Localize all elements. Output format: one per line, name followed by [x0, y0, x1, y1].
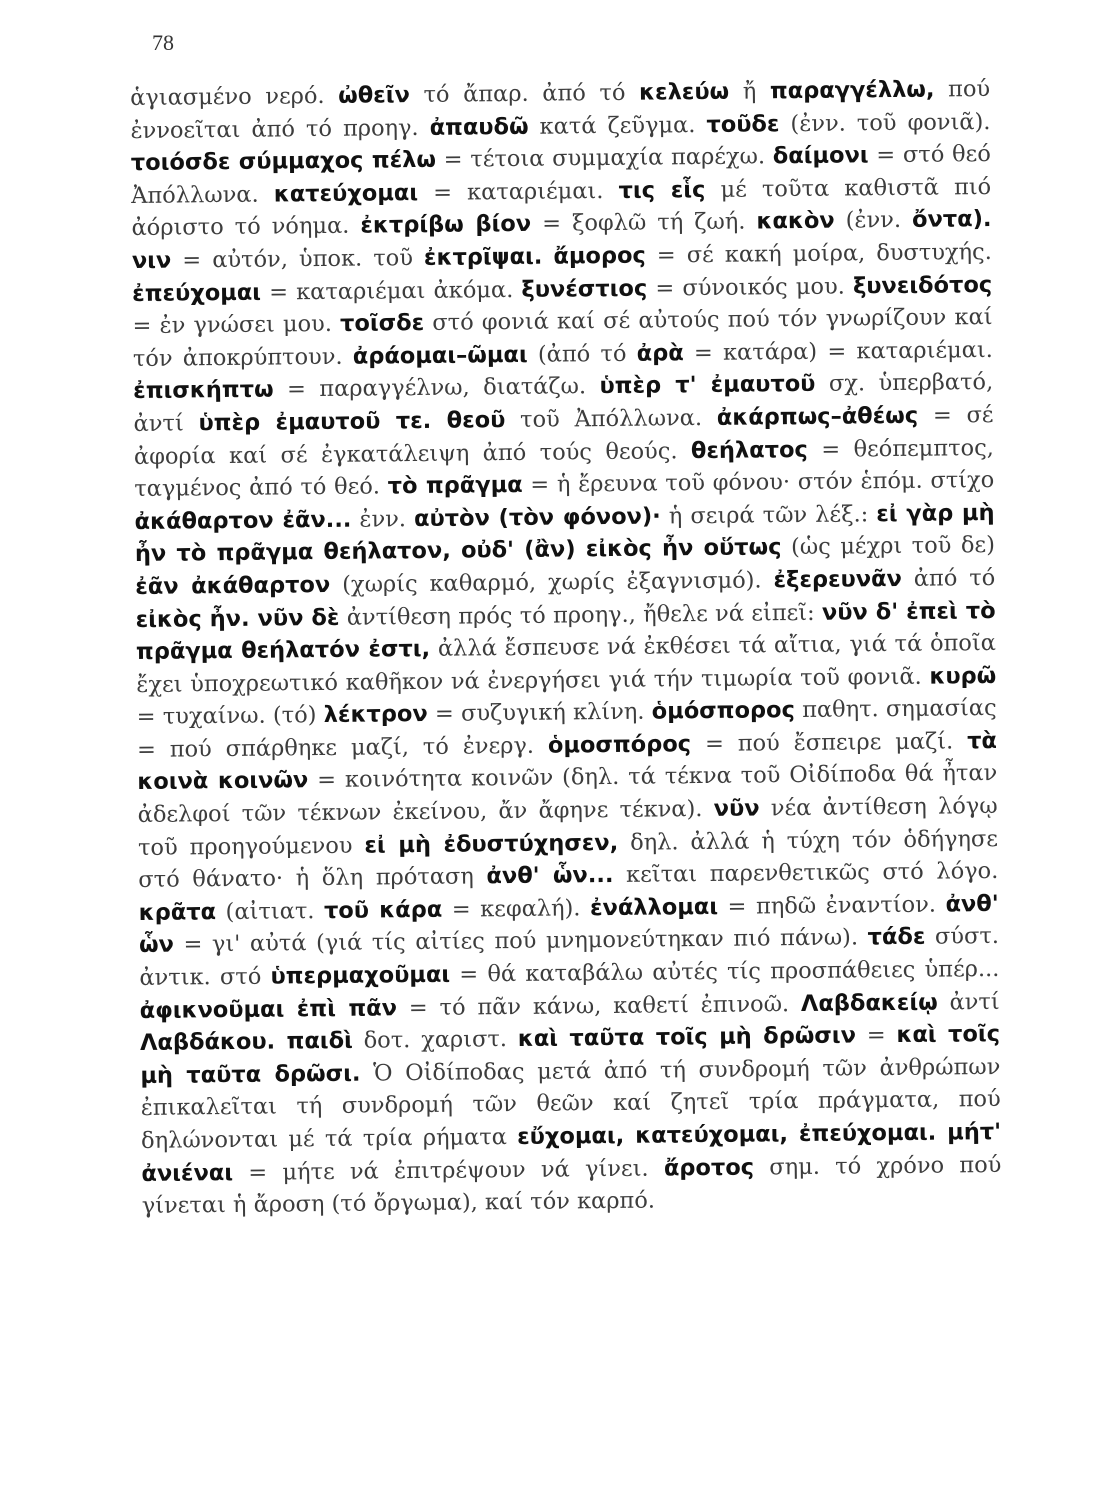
- lemma-term: νιν: [131, 247, 172, 274]
- gloss-text: δηλ. ἀλλά ἡ τύχη τόν ὁδήγησε στό θάνατο· ἡ ὅλη πρόταση: [138, 825, 999, 894]
- lemma-term: ὑπερμαχοῦμαι: [270, 961, 451, 990]
- gloss-text: παθητ. σημασίας = πού σπάρθηκε μαζί, τό ἐνεργ.: [136, 695, 997, 763]
- gloss-text: = σύνοικός μου.: [647, 273, 854, 302]
- gloss-text: κατά ζεῦγμα.: [528, 111, 707, 140]
- lemma-term: καὶ ταῦτα τοῖς μὴ δρῶσιν: [517, 1022, 857, 1053]
- lemma-term: ξυνειδότος: [852, 271, 993, 300]
- lemma-term: εἰκὸς ἦν. νῦν δὲ: [135, 604, 340, 633]
- lemma-term: κελεύω: [638, 78, 730, 106]
- gloss-text: ἀντί: [937, 988, 1000, 1016]
- gloss-text: = πηδῶ ἐναντίον.: [717, 891, 946, 920]
- lemma-term: τοῦ κάρα: [323, 896, 443, 924]
- gloss-text: μέ τοῦτα καθιστᾶ πιό ἀόριστο τό νόημα.: [131, 173, 992, 242]
- lemma-term: ὄντα).: [911, 206, 992, 234]
- gloss-text: = σέ κακή μοίρα, δυστυχής.: [645, 238, 992, 269]
- lemma-term: τοῖσδε: [339, 310, 425, 337]
- gloss-text: =: [855, 1022, 897, 1049]
- gloss-text: = πού ἔσπειρε μαζί.: [690, 728, 968, 758]
- lemma-term: ἐκτρίβω βίον: [360, 211, 532, 239]
- lemma-term: ἐνάλλομαι: [589, 893, 719, 922]
- lemma-term: νῦν δ' ἐπεὶ τὸ πρᾶγμα θεήλατόν ἐστι,: [135, 597, 996, 666]
- lemma-term: τοῦδε: [706, 110, 780, 138]
- gloss-text: ἁγιασμένο νερό.: [130, 82, 339, 111]
- lemma-term: ὑπὲρ τ' ἐμαυτοῦ: [599, 371, 816, 400]
- gloss-text: = γι' αὐτά (γιά τίς αἰτίες πού μνημονεύτηκαν πιό πάνω).: [173, 924, 868, 959]
- gloss-text: = καταριέμαι ἀκόμα.: [260, 276, 522, 306]
- gloss-text: = θεόπεμπτος, ταγμένος ἀπό τό θεό.: [134, 434, 995, 503]
- lemma-term: ἄροτος: [663, 1154, 755, 1182]
- gloss-text: ἡ σειρά τῶν λέξ.:: [660, 500, 877, 530]
- lemma-term: ἀνθ' ὧν: [138, 890, 999, 959]
- lemma-term: ἀκάθαρτον ἐᾶν...: [134, 506, 352, 535]
- lemma-term: ὑπὲρ ἐμαυτοῦ τε. θεοῦ: [198, 407, 506, 437]
- lemma-term: νῦν: [713, 795, 760, 822]
- lemma-term: κρᾶτα: [138, 898, 217, 926]
- lemma-term: κακὸν: [756, 208, 835, 235]
- gloss-text: = μήτε νά ἐπιτρέψουν νά γίνει.: [232, 1155, 665, 1186]
- lemma-term: κυρῶ: [929, 662, 997, 690]
- gloss-text: = παραγγέλνω, διατάζω.: [273, 373, 600, 403]
- lemma-term: λέκτρον: [323, 701, 428, 729]
- lemma-term: αὐτὸν (τὸν φόνον)·: [413, 503, 661, 532]
- lemma-term: ἐᾶν ἀκάθαρτον: [135, 571, 331, 600]
- lemma-term: τοιόσδε σύμμαχος πέλω: [130, 146, 437, 177]
- lemma-term: ἄμορος: [553, 242, 646, 270]
- gloss-text: [542, 244, 553, 270]
- lemma-term: ὁμοσπόρος: [547, 731, 692, 759]
- gloss-text: ἐνν.: [351, 505, 415, 533]
- lemma-term: δαίμονι: [772, 142, 869, 170]
- gloss-text: = κατάρα) = καταριέμαι.: [683, 336, 993, 366]
- gloss-text: τοῦ Ἀπόλλωνα.: [505, 404, 717, 434]
- gloss-text: = κεφαλή).: [442, 895, 591, 923]
- gloss-text: = κοινότητα κοινῶν (δηλ. τά τέκνα τοῦ Οἰδίποδα θά ἦταν ἀδελφοί τῶν τέκνων ἐκείνου, ἄν ἄφηνε τέκνα).: [137, 760, 998, 829]
- lemma-term: ἀρὰ: [636, 339, 684, 367]
- gloss-text: = ἡ ἔρευνα τοῦ φόνου· στόν ἑπόμ. στίχο: [522, 467, 995, 499]
- gloss-text: ἀπό τό: [901, 564, 996, 592]
- gloss-text: δοτ. χαριστ.: [352, 1026, 518, 1054]
- lemma-term: καὶ τοῖς μὴ ταῦτα δρῶσι.: [140, 1021, 1001, 1089]
- gloss-text: = αὐτόν, ὑποκ. τοῦ: [171, 244, 425, 274]
- lemma-term: κατεύχομαι: [273, 179, 419, 208]
- gloss-text: πού ἐννοεῖται ἀπό τό προηγ.: [130, 75, 991, 144]
- lemma-term: παραγγέλλω,: [769, 76, 935, 105]
- gloss-text: (χωρίς καθαρμό, χωρίς ἐξαγνισμό).: [330, 567, 774, 598]
- lemma-term: ξυνέστιος: [521, 275, 648, 303]
- lemma-term: ἀφικνοῦμαι ἐπὶ πᾶν: [139, 994, 398, 1024]
- gloss-text: σχ. ὑπερβατό, ἀντί: [133, 369, 994, 437]
- lemma-term: ἐκτρῖψαι.: [423, 243, 543, 271]
- gloss-text: = θά καταβάλω αὐτές τίς προσπάθειες ὑπέρ...: [449, 955, 1000, 988]
- gloss-text: = συζυγική κλίνη.: [427, 698, 652, 728]
- gloss-text: νέα ἀντίθεση λόγῳ τοῦ προηγούμενου: [137, 793, 998, 861]
- gloss-text: στό φονιά καί σέ αὐτούς πού τόν γνωρίζουν καί τόν ἀποκρύπτουν.: [132, 304, 993, 372]
- lemma-term: Λαβδάκου. παιδὶ: [139, 1027, 354, 1057]
- lemma-term: τὸ πρᾶγμα: [387, 472, 523, 500]
- gloss-text: Ὁ Οἰδίποδας μετά ἀπό τή συνδρομή τῶν ἀνθρώπων ἐπικαλεῖται τή συνδρομή τῶν θεῶν καί ζητεῖ τρία πράγματα, πού δηλώνονται μέ τά τρία ρήματα: [140, 1053, 1001, 1154]
- gloss-text: = τυχαίνω. (τό): [136, 702, 324, 731]
- gloss-text: (αἰτιατ.: [215, 897, 325, 925]
- lemma-term: ἀνθ' ὧν...: [486, 862, 614, 890]
- gloss-text: = ξοφλῶ τή ζωή.: [530, 208, 757, 238]
- lemma-term: ἐπεύχομαι: [132, 279, 262, 307]
- lemma-term: ἀράομαι–ῶμαι: [352, 341, 528, 370]
- lemma-term: ἐπισκήπτω: [133, 376, 274, 405]
- lemma-term: ἐξερευνᾶν: [773, 565, 902, 594]
- gloss-text: (ἀπό τό: [527, 340, 637, 368]
- gloss-text: = καταριέμαι.: [417, 177, 619, 206]
- lemma-term: εἰ μὴ ἐδυστύχησεν,: [364, 829, 619, 859]
- lemma-term: εὔχομαι, κατεύχομαι, ἐπεύχομαι. μήτ' ἀνιέναι: [141, 1118, 1002, 1187]
- lemma-term: ὁμόσπορος: [651, 697, 796, 725]
- gloss-text: ἀλλά ἔσπευσε νά ἐκθέσει τά αἴτια, γιά τά ὁποῖα ἔχει ὑποχρεωτικό καθῆκον νά ἐνεργήσει γιά τήν τιμωρία τοῦ φονιᾶ.: [136, 630, 997, 698]
- gloss-text: σημ. τό χρόνο πού γίνεται ἡ ἄροση (τό ὄργωμα), καί τόν καρπό.: [141, 1151, 1002, 1220]
- lemma-term: Λαβδακείῳ: [800, 989, 938, 1017]
- gloss-text: = ἐν γνώσει μου.: [132, 310, 341, 340]
- gloss-text: = σέ ἀφορία καί σέ ἐγκατάλειψη ἀπό τούς θεούς.: [133, 401, 994, 470]
- lemma-term: τις εἷς: [618, 176, 706, 204]
- lemma-term: ἀπαυδῶ: [429, 113, 529, 141]
- gloss-text: σύστ. ἀντικ. στό: [139, 923, 1000, 991]
- lemma-term: τὰ κοινὰ κοινῶν: [137, 727, 998, 796]
- gloss-text: = τό πᾶν κάνω, καθετί ἐπινοῶ.: [396, 990, 802, 1021]
- commentary-text: [130, 73, 1002, 1223]
- lemma-term: θεήλατος: [690, 436, 808, 464]
- lemma-term: τάδε: [867, 924, 926, 951]
- lemma-term: εἰ γὰρ μὴ ἦν τὸ πρᾶγμα θεήλατον, οὐδ' (ἂν) εἰκὸς ἦν οὕτως: [134, 499, 995, 568]
- gloss-text: = στό θεό Ἀπόλλωνα.: [131, 141, 991, 209]
- lemma-term: ὠθεῖν: [338, 82, 410, 109]
- gloss-text: ἀντίθεση πρός τό προηγ., ἤθελε νά εἰπεῖ:: [339, 599, 823, 631]
- gloss-text: = τέτοια συμμαχία παρέχω.: [435, 143, 773, 173]
- gloss-text: (ἐνν. τοῦ φονιᾶ).: [779, 108, 991, 137]
- gloss-text: (ὡς μέχρι τοῦ δε): [781, 532, 996, 561]
- lemma-term: ἀκάρπως–ἀθέως: [716, 402, 919, 431]
- gloss-text: ἤ: [728, 78, 771, 105]
- page-number: 78: [152, 30, 174, 55]
- gloss-text: κεῖται παρενθετικῶς στό λόγο.: [613, 858, 999, 889]
- gloss-text: (ἐνν.: [834, 207, 913, 235]
- gloss-text: τό ἄπαρ. ἀπό τό: [409, 79, 640, 109]
